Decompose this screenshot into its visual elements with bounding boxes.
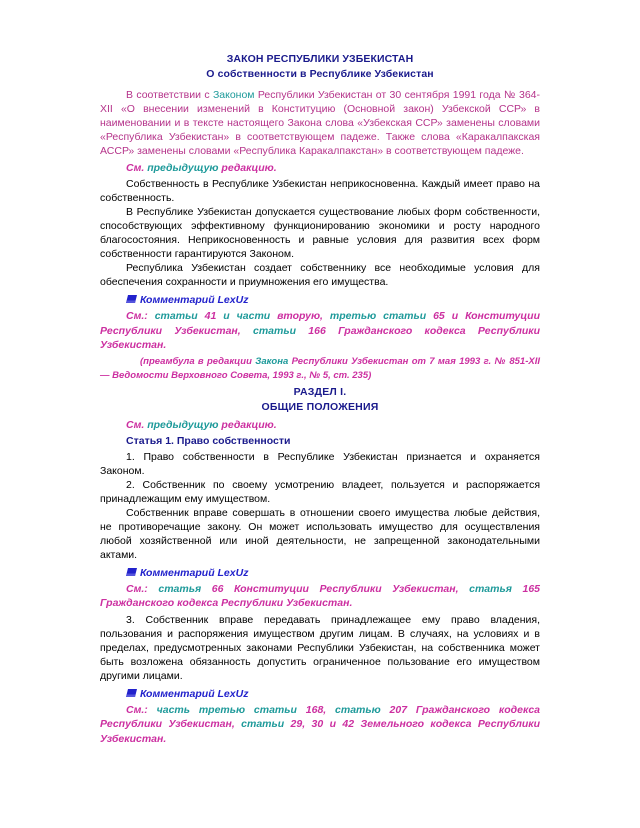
ref-text: 207 — [380, 703, 416, 716]
ref-text: См.: — [126, 582, 159, 595]
section-name: ОБЩИЕ ПОЛОЖЕНИЯ — [261, 400, 379, 413]
ref-text-civil-code: Гражданского кодекса — [338, 324, 466, 337]
comment-reference-3 — [100, 703, 540, 747]
ref-text-land-code: Земельного кодекса — [360, 718, 472, 730]
body-paragraph: 2. Собственник по своему усмотрению владеет, пользуется и распоряжается принадлежащим ему имуществом. — [100, 478, 540, 505]
ref-text-constitution: Конституции Республики Узбекистан — [100, 310, 540, 337]
body-paragraph: Собственность в Республике Узбекистан неприкосновенна. Каждый имеет право на собственность. — [100, 178, 540, 204]
preamble-text-2: Республики Узбекистан от 30 сентября 1991 года № 364-XII «О внесении изменений в Конституцию (Основной закон) Узбекской ССР» в наименовании и в тексте настоящего Закона слова «Узбекская ССР» заменены словами «Республика Узбекистан» в соответствующем падеже. Также слова «Каракалпакская АССР» заменены словами «Республика Каракалпакстан» в соответствующем падеже. — [100, 89, 541, 157]
ref-link-stati-41[interactable]: статьи — [154, 310, 198, 322]
see-previous-edition-2 — [100, 418, 540, 432]
body-paragraph: Республика Узбекистан создает собственнику все необходимые условия для обеспечения сохранности и приумножения его имущества. — [100, 262, 540, 288]
article-1-heading: Статья 1. Право собственности — [126, 434, 291, 447]
comment-lexuz-header — [100, 566, 540, 580]
document-title: ЗАКОН РЕСПУБЛИКИ УЗБЕКИСТАН — [226, 53, 414, 65]
see-suffix: редакцию. — [218, 418, 277, 431]
ref-text: См.: — [126, 310, 155, 322]
ref-text: См.: — [126, 703, 157, 716]
ref-link-tretyu[interactable]: третью — [329, 310, 377, 322]
document-subtitle: О собственности в Республике Узбекистан — [206, 68, 434, 80]
ref-link-stati-166[interactable]: статьи — [252, 324, 296, 337]
body-paragraph: 3. Собственник вправе передавать принадлежащее ему право владения, пользования и распоряжения имуществом другим лицам. В случаях, на условиях и в пределах, предусмотренных законами Республики Узбекистан, на собственника может быть возложена обязанность допустить ограниченное пользование его имуществом другими лицами. — [100, 613, 540, 682]
ref-text: Республики Узбекистан. — [218, 597, 353, 609]
comment-lexuz-label: Комментарий LexUz — [140, 566, 249, 579]
ref-text: 166 — [295, 324, 339, 337]
ref-text: 168, — [296, 703, 336, 716]
ref-link-i-chasti[interactable]: и части — [223, 310, 271, 322]
comment-reference-2 — [100, 582, 540, 611]
ref-link-chast[interactable]: часть — [156, 703, 190, 716]
source-reference-1 — [100, 355, 540, 383]
ref-text: , — [237, 324, 253, 337]
ref-text: 66 — [201, 582, 235, 595]
flag-icon — [126, 294, 137, 303]
source-link-zakona[interactable]: Закона — [255, 355, 289, 367]
preamble-text-1: В соответствии с — [126, 89, 213, 101]
flag-icon — [126, 567, 137, 576]
see-previous-link-1[interactable]: предыдущую — [147, 162, 219, 174]
ref-link-tretyu-stati[interactable]: третью статьи — [198, 703, 297, 716]
ref-text: 65 и — [426, 310, 466, 322]
ref-text: 165 — [511, 582, 541, 595]
preamble-link-zakonom[interactable]: Законом — [212, 89, 255, 101]
see-previous-edition-1 — [100, 161, 540, 175]
comment-reference-1 — [100, 309, 540, 353]
see-prefix: См. — [126, 418, 148, 431]
comment-lexuz-label: Комментарий LexUz — [140, 687, 249, 700]
ref-link-stati-29-30-42[interactable]: статьи — [241, 718, 285, 730]
ref-text: Республики Узбекистан, — [100, 718, 242, 730]
comment-lexuz-label: Комментарий LexUz — [140, 294, 249, 306]
ref-text: Республики Узбекистан. — [100, 324, 541, 351]
ref-link-stati-65[interactable]: статьи — [383, 310, 427, 322]
comment-lexuz-header — [100, 293, 540, 307]
body-paragraph: Собственник вправе совершать в отношении своего имущества любые действия, не противоречащие закону. Он может использовать имущество для осуществления любой хозяйственной или иной деятельности, не запрещенной законодательными актами. — [100, 506, 540, 561]
source-text: (преамбула в редакции — [140, 355, 256, 367]
preamble-paragraph — [100, 88, 540, 158]
body-paragraph: 1. Право собственности в Республике Узбекистан признается и охраняется Законом. — [100, 450, 540, 477]
see-previous-link-2[interactable]: предыдущую — [147, 418, 219, 431]
ref-text-civil-code: Гражданского кодекса — [415, 703, 540, 716]
comment-lexuz-header — [100, 687, 540, 701]
ref-text — [190, 704, 199, 716]
ref-link-statyu-207[interactable]: статью — [335, 703, 381, 716]
ref-text: , — [455, 582, 470, 595]
ref-text: 29, 30 и 42 — [284, 718, 361, 730]
ref-text: 41 — [197, 310, 224, 322]
ref-text-constitution: Конституции Республики Узбекистан — [234, 582, 456, 595]
ref-text-civil-code: Гражданского кодекса — [100, 597, 219, 609]
ref-text: Республики Узбекистан. — [100, 718, 540, 745]
source-text: Республики Узбекистан от 7 мая 1993 г. № 851-XII — Ведомости Верховного Совета, 1993 г., № 5, ст. 235) — [100, 355, 540, 381]
see-prefix: См. — [126, 162, 148, 174]
section-number: РАЗДЕЛ I. — [293, 385, 347, 398]
flag-icon — [126, 688, 137, 697]
ref-text: вторую, — [270, 310, 330, 322]
see-suffix: редакцию. — [218, 162, 277, 174]
ref-link-statya-165[interactable]: статья — [469, 582, 512, 595]
body-paragraph: В Республике Узбекистан допускается существование любых форм собственности, способствующих эффективному функционированию экономики и росту народного благосостояния. Неприкосновенность и равные условия для развития всех форм собственности гарантируются Законом. — [100, 206, 540, 260]
ref-link-statya-66[interactable]: статья — [158, 582, 202, 595]
